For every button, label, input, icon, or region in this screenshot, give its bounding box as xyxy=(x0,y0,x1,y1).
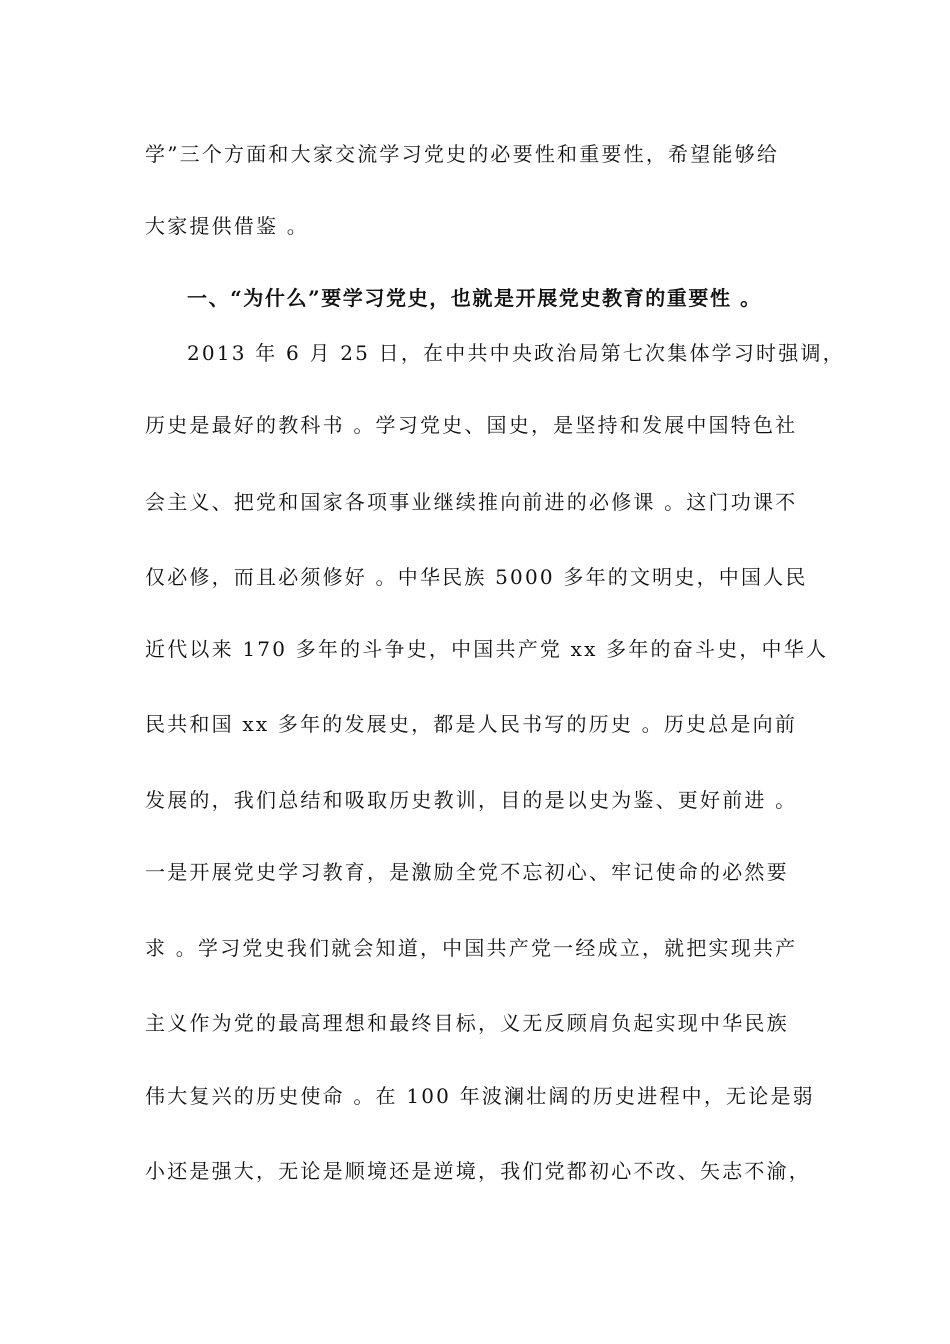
section-heading: 一、“为什么”要学习党史，也就是开展党史教育的重要性 。 xyxy=(187,286,762,310)
body-text-line: 仅必修，而且必须修好 。中华民族 5000 多年的文明史，中国人民 xyxy=(145,565,808,589)
body-text-line: 小还是强大，无论是顺境还是逆境，我们党都初心不改、矢志不渝， xyxy=(145,1159,811,1183)
body-text-line: 会主义、把党和国家各项事业继续推向前进的必修课 。这门功课不 xyxy=(145,490,798,514)
body-text-line: 学”三个方面和大家交流学习党史的必要性和重要性，希望能够给 xyxy=(145,142,780,166)
body-text-line: 伟大复兴的历史使命 。在 100 年波澜壮阔的历史进程中，无论是弱 xyxy=(145,1084,815,1108)
body-text-line: 民共和国 xx 多年的发展史，都是人民书写的历史 。历史总是向前 xyxy=(145,712,798,736)
body-text-line: 发展的，我们总结和吸取历史教训，目的是以史为鉴、更好前进 。 xyxy=(145,788,798,812)
body-text-line: 2013 年 6 月 25 日，在中共中央政治局第七次集体学习时强调， xyxy=(187,341,845,365)
body-text-line: 历史是最好的教科书 。学习党史、国史，是坚持和发展中国特色社 xyxy=(145,413,798,437)
body-text-line: 近代以来 170 多年的斗争史，中国共产党 xx 多年的奋斗史，中华人 xyxy=(145,637,829,661)
body-text-line: 大家提供借鉴 。 xyxy=(145,214,309,238)
body-text-line: 一是开展党史学习教育，是激励全党不忘初心、牢记使命的必然要 xyxy=(145,860,789,884)
body-text-line: 主义作为党的最高理想和最终目标，义无反顾肩负起实现中华民族 xyxy=(145,1011,789,1035)
body-text-line: 求 。学习党史我们就会知道，中国共产党一经成立，就把实现共产 xyxy=(145,936,798,960)
